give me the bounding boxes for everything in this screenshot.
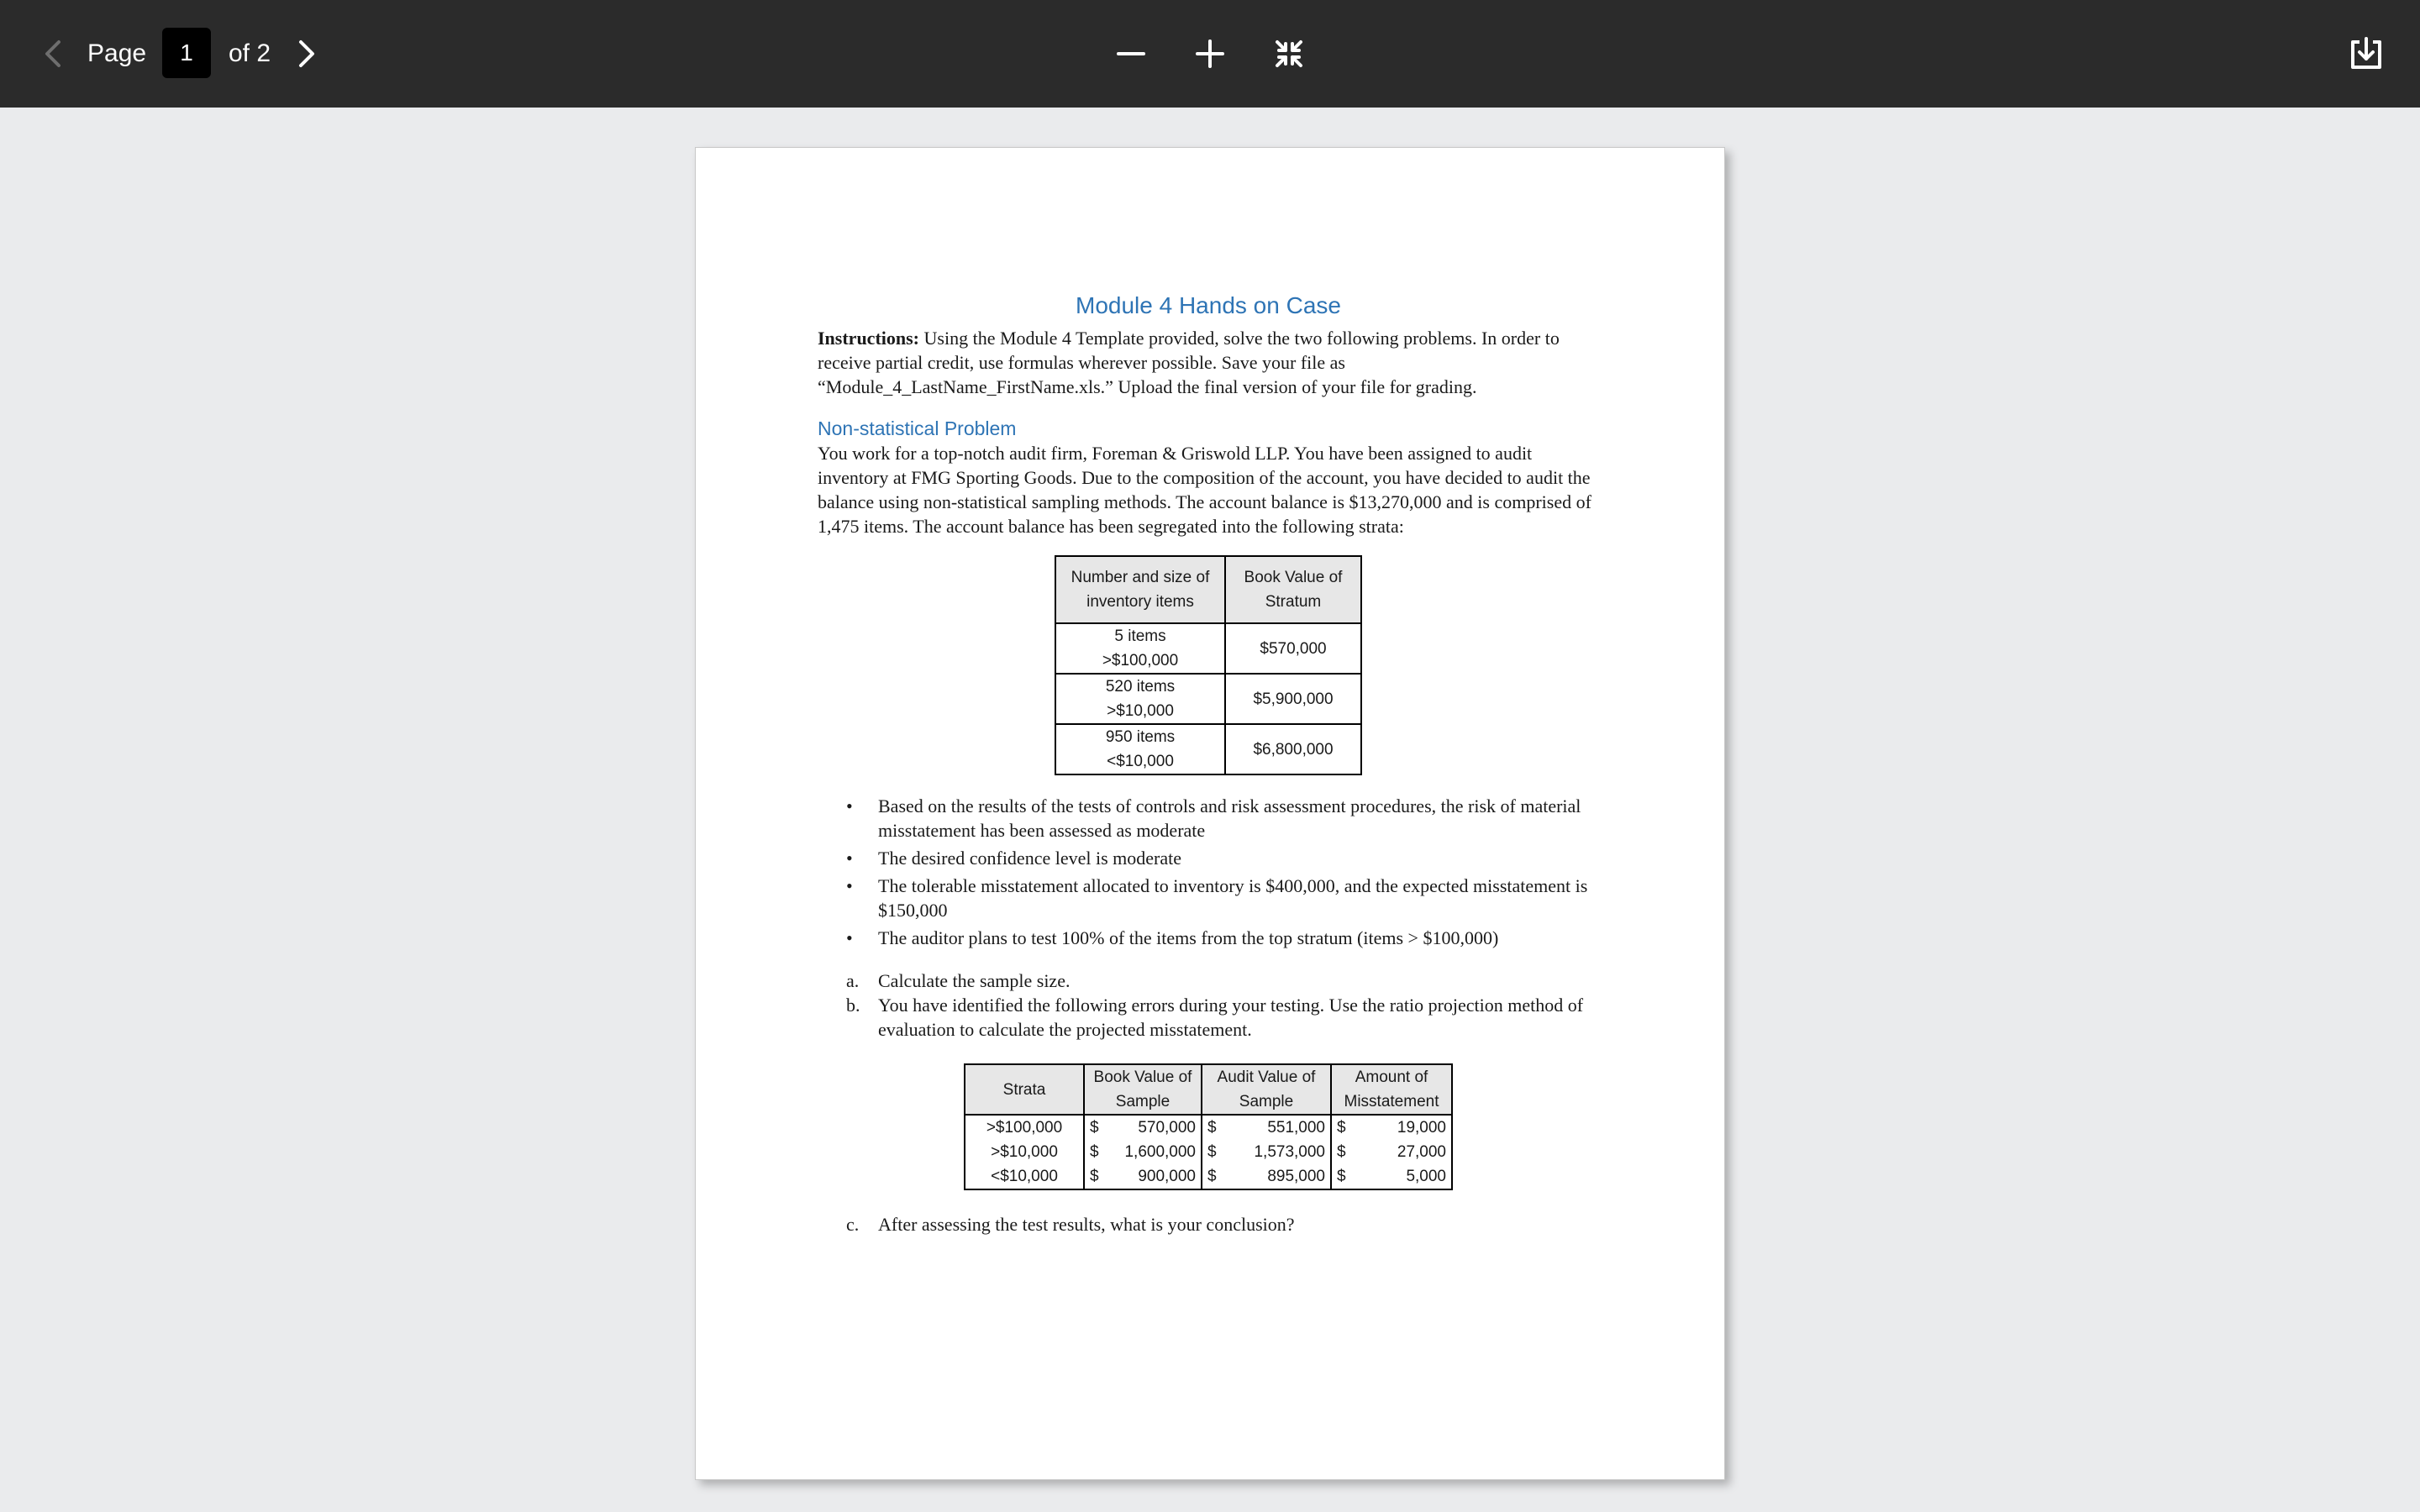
list-item: • The tolerable misstatement allocated to inventory is $400,000, and the expected misstatement is $150,000 [878,874,1599,922]
errors-table-header: Audit Value of Sample [1202,1064,1331,1115]
book-value-cell: 900,000 [1102,1164,1202,1189]
page-content [818,291,1599,1236]
currency-symbol: $ [1090,1143,1099,1161]
page-label: Page [87,39,147,67]
errors-strata-cell: >$100,000 [965,1115,1084,1140]
table-row [965,1140,1452,1164]
table-row [1055,623,1361,674]
table-row [965,1115,1452,1140]
strata-table-header: Book Value of Stratum [1225,556,1361,623]
section-heading: Non-statistical Problem [818,417,1017,439]
currency-symbol: $ [1207,1168,1217,1185]
strata-value-cell: $6,800,000 [1225,724,1361,774]
pdf-page [695,147,1725,1480]
currency-symbol: $ [1337,1119,1346,1137]
strata-items-cell: 950 items <$10,000 [1055,724,1225,774]
list-item: • The desired confidence level is moderate [878,846,1599,870]
errors-table-header: Strata [965,1064,1084,1115]
currency-symbol: $ [1090,1168,1099,1185]
section-paragraph: You work for a top-notch audit firm, Foreman & Griswold LLP. You have been assigned to audit inventory at FMG Sporting Goods. Due to the composition of the account, you have decided to audit the balance using non-statistical sampling methods. The account balance is $13,270,000 and is comprised of 1,475 items. The account balance has been segregated into the following strata: [818,443,1591,537]
questions-list [818,969,1599,1042]
misstatement-cell: 5,000 [1406,1168,1446,1185]
strata-value-cell: $5,900,000 [1225,674,1361,724]
pdf-toolbar [0,0,2420,108]
instructions-paragraph [818,326,1599,399]
minus-icon [1111,34,1151,74]
next-page-button[interactable] [286,34,326,74]
misstatement-cell: 27,000 [1397,1143,1446,1161]
errors-table [964,1063,1453,1190]
currency-symbol: $ [1207,1119,1217,1137]
conclusion-question [818,1212,1599,1236]
plus-icon [1190,34,1230,74]
strata-items-cell: 520 items >$10,000 [1055,674,1225,724]
audit-value-cell: 895,000 [1222,1164,1331,1189]
list-item: b. You have identified the following errors during your testing. Use the ratio projection method of evaluation to calculate the projected misstatement. [846,995,1584,1040]
book-value-cell: 570,000 [1102,1115,1202,1140]
errors-table-header: Book Value of Sample [1084,1064,1202,1115]
errors-strata-cell: >$10,000 [965,1140,1084,1164]
instructions-text: Using the Module 4 Template provided, solve the two following problems. In order to receive partial credit, use formulas wherever possible. Save your file as “Module_4_LastName_FirstName.xls.” Upload the final version of your file for grading. [818,328,1560,397]
fit-to-page-button[interactable] [1269,34,1309,74]
instructions-label: Instructions: [818,328,920,349]
currency-symbol: $ [1090,1119,1099,1137]
table-row [965,1164,1452,1189]
page-number-input[interactable] [162,28,211,78]
document-title: Module 4 Hands on Case [1076,292,1341,318]
currency-symbol: $ [1207,1143,1217,1161]
total-pages-label: of 2 [229,39,271,67]
misstatement-cell: 19,000 [1397,1119,1446,1137]
audit-value-cell: 1,573,000 [1222,1140,1331,1164]
strata-items-cell: 5 items >$100,000 [1055,623,1225,674]
errors-strata-cell: <$10,000 [965,1164,1084,1189]
assumptions-list [818,794,1599,950]
list-item: • The auditor plans to test 100% of the items from the top stratum (items > $100,000) [878,926,1599,950]
fit-to-page-icon [1269,34,1309,74]
strata-value-cell: $570,000 [1225,623,1361,674]
zoom-in-button[interactable] [1190,34,1230,74]
audit-value-cell: 551,000 [1222,1115,1331,1140]
chevron-left-icon [34,34,74,74]
strata-table-header: Number and size of inventory items [1055,556,1225,623]
previous-page-button[interactable] [34,34,74,74]
book-value-cell: 1,600,000 [1102,1140,1202,1164]
conclusion-text: After assessing the test results, what is your conclusion? [878,1214,1295,1235]
errors-table-header: Amount of Misstatement [1331,1064,1452,1115]
table-row [1055,724,1361,774]
table-row [1055,674,1361,724]
zoom-out-button[interactable] [1111,34,1151,74]
strata-table [1055,555,1362,775]
conclusion-mark: c. [846,1214,860,1235]
chevron-right-icon [286,34,326,74]
download-icon [2346,34,2386,74]
list-item: • Based on the results of the tests of controls and risk assessment procedures, the risk of material misstatement has been assessed as moderate [878,794,1599,843]
currency-symbol: $ [1337,1168,1346,1185]
list-item: a. Calculate the sample size. [846,970,1071,991]
download-button[interactable] [2346,34,2386,74]
currency-symbol: $ [1337,1143,1346,1161]
